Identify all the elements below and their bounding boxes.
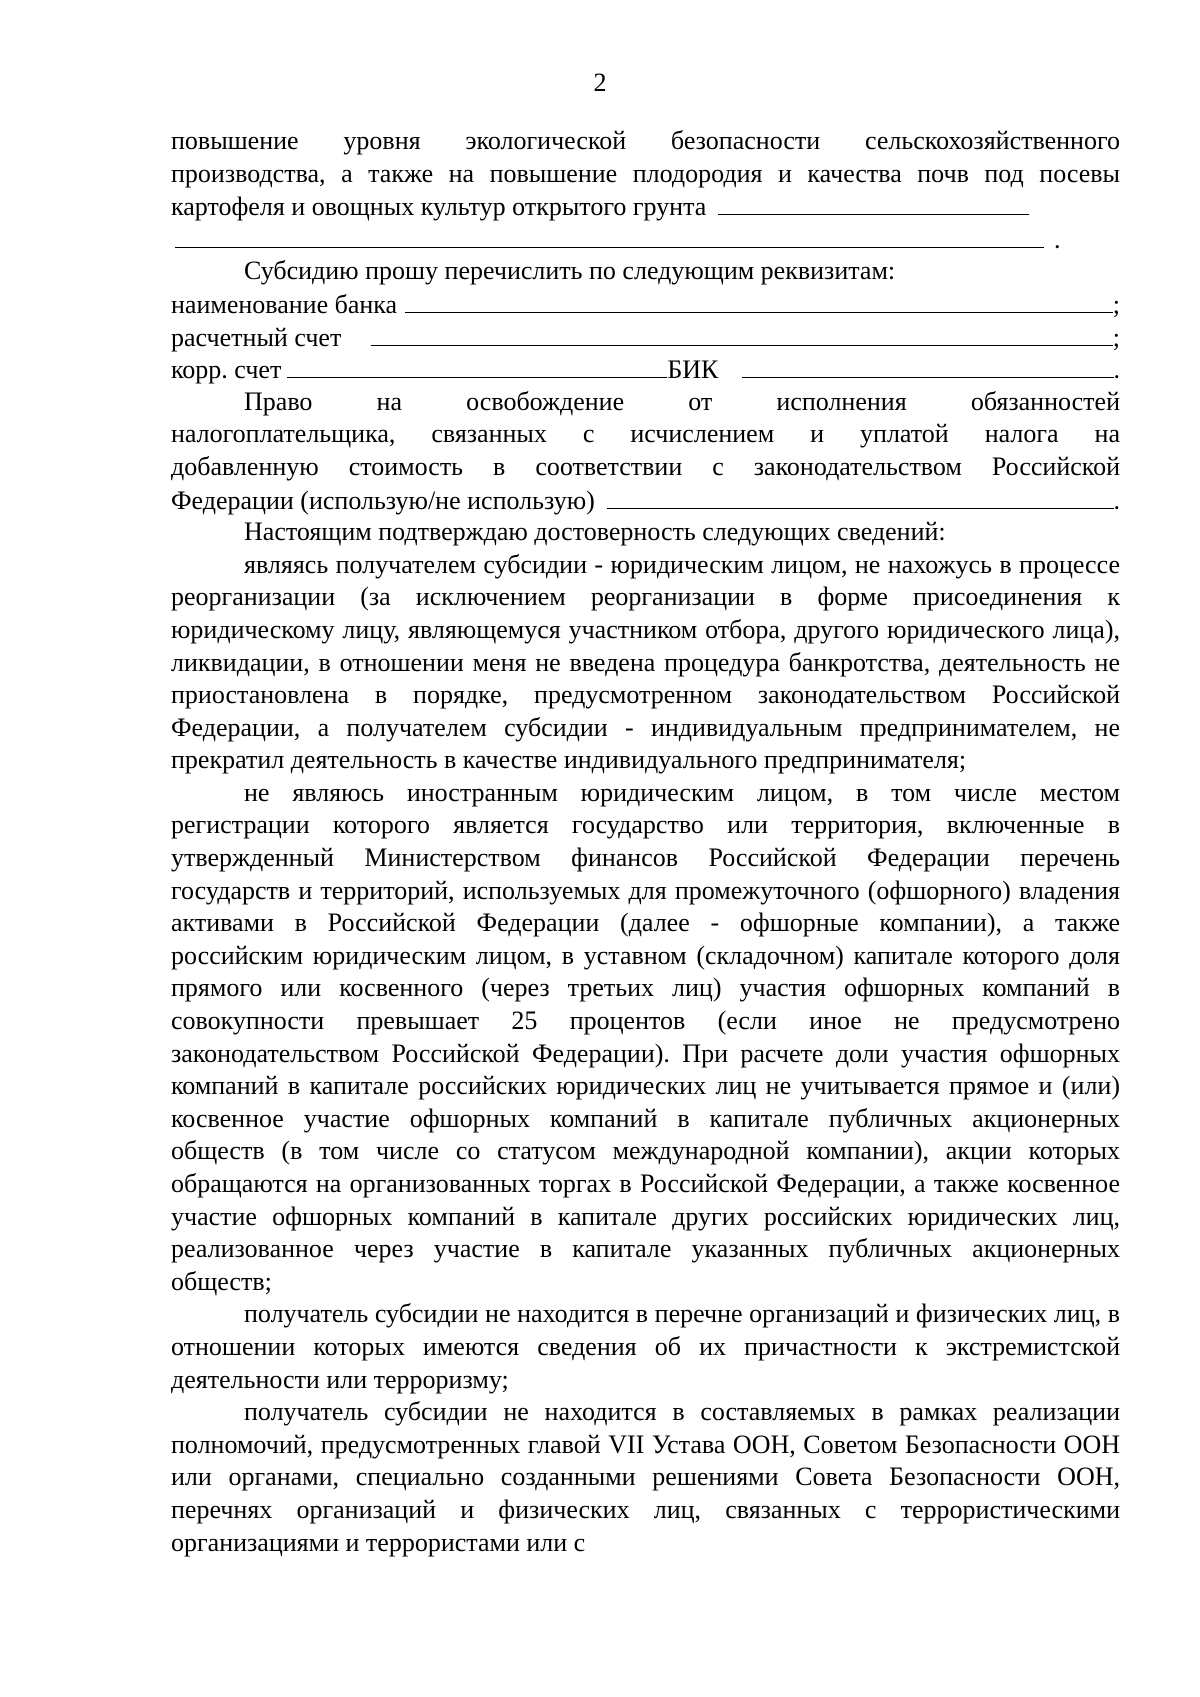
requisites-heading-text: Субсидию прошу перечислить по следующим реквизитам: xyxy=(244,256,896,286)
account-field[interactable] xyxy=(371,321,1112,346)
vat-line-3: добавленную стоимость в соответствии с законодательством Российской xyxy=(171,451,1120,481)
corr-end: . xyxy=(1113,355,1120,385)
requisites-heading xyxy=(171,255,1120,288)
vat-line-2: налогоплательщика, связанных с исчислением и уплатой налога на xyxy=(171,419,1120,449)
confirm-heading xyxy=(171,516,1120,549)
document-body xyxy=(171,125,1120,1559)
corr-account-field[interactable] xyxy=(287,353,667,378)
bank-end: ; xyxy=(1112,289,1120,319)
bank-row xyxy=(171,288,1120,321)
bik-field[interactable] xyxy=(742,353,1113,378)
vat-line-4 xyxy=(171,484,1120,517)
vat-line-1: Право на освобождение от исполнения обязанностей xyxy=(244,386,1120,416)
account-end: ; xyxy=(1112,322,1120,352)
page-number: 2 xyxy=(593,68,607,97)
corr-row xyxy=(171,353,1120,386)
purpose-field-continuation[interactable] xyxy=(175,223,1044,248)
intro-line-4 xyxy=(171,223,1120,256)
confirm-heading-text: Настоящим подтверждаю достоверность следующих сведений: xyxy=(244,517,946,547)
paragraph-extremism: получатель субсидии не находится в перечне организаций и физических лиц, в отношении которых имеются сведения об их причастности к экстремистской деятельности или терроризму; xyxy=(171,1299,1120,1394)
purpose-field[interactable] xyxy=(718,190,1029,215)
intro-line-3 xyxy=(171,190,1120,223)
vat-end: . xyxy=(1113,485,1120,515)
paragraph-offshore: не являюсь иностранным юридическим лицом, в том числе местом регистрации которого является государство или территория, включенные в утвержденный Министерством финансов Российской Федерации перечень государств и территорий, используемых для промежуточного (офшорного) владения активами в Российской Федерации (далее - офшорные компании), а также российским юридическим лицом, в уставном (складочном) капитале которого доля прямого или косвенного (через третьих лиц) участия офшорных компаний в совокупности превышает 25 процентов (если иное не предусмотрено законодательством Российской Федерации). При расчете доли участия офшорных компаний в капитале российских юридических лиц не учитывается прямое и (или) косвенное участие офшорных компаний в капитале публичных акционерных обществ (в том числе со статусом международной компании), акции которых обращаются на организованных торгах в Российской Федерации, а также косвенное участие офшорных компаний в капитале других российских юридических лиц, реализованное через участие в капитале указанных публичных акционерных обществ; xyxy=(171,777,1120,1296)
intro-end-period: . xyxy=(1054,224,1061,254)
bank-name-field[interactable] xyxy=(405,288,1113,313)
vat-usage-field[interactable] xyxy=(607,484,1114,509)
vat-line-4-text: Федерации (использую/не использую) xyxy=(171,485,595,515)
corr-account-label: корр. счет xyxy=(171,355,282,385)
bik-label: БИК xyxy=(667,355,719,385)
account-label: расчетный счет xyxy=(171,322,342,352)
bank-name-label: наименование банка xyxy=(171,289,398,319)
paragraph-un-lists: получатель субсидии не находится в составляемых в рамках реализации полномочий, предусмотренных главой VII Устава ООН, Советом Безопасности ООН или органами, специально созданными решениями Совета Безопасности ООН, перечнях организаций и физических лиц, связанных с террористическими организациями и террористами или с xyxy=(171,1397,1120,1557)
intro-line-1: повышение уровня экологической безопасности сельскохозяйственного xyxy=(171,126,1120,155)
account-row xyxy=(171,321,1120,354)
paragraph-reorganization: являясь получателем субсидии - юридическим лицом, не нахожусь в процессе реорганизации (за исключением реорганизации в форме присоединения к юридическому лицу, являющемуся участником отбора, другого юридического лица), ликвидации, в отношении меня не введена процедура банкротства, деятельность не приостановлена в порядке, предусмотренном законодательством Российской Федерации, а получателем субсидии - индивидуальным предпринимателем, не прекратил деятельность в качестве индивидуального предпринимателя; xyxy=(171,549,1120,775)
intro-line-2: производства, а также на повышение плодородия и качества почв под посевы xyxy=(171,158,1120,188)
intro-line-3-text: картофеля и овощных культур открытого грунта xyxy=(171,192,707,222)
